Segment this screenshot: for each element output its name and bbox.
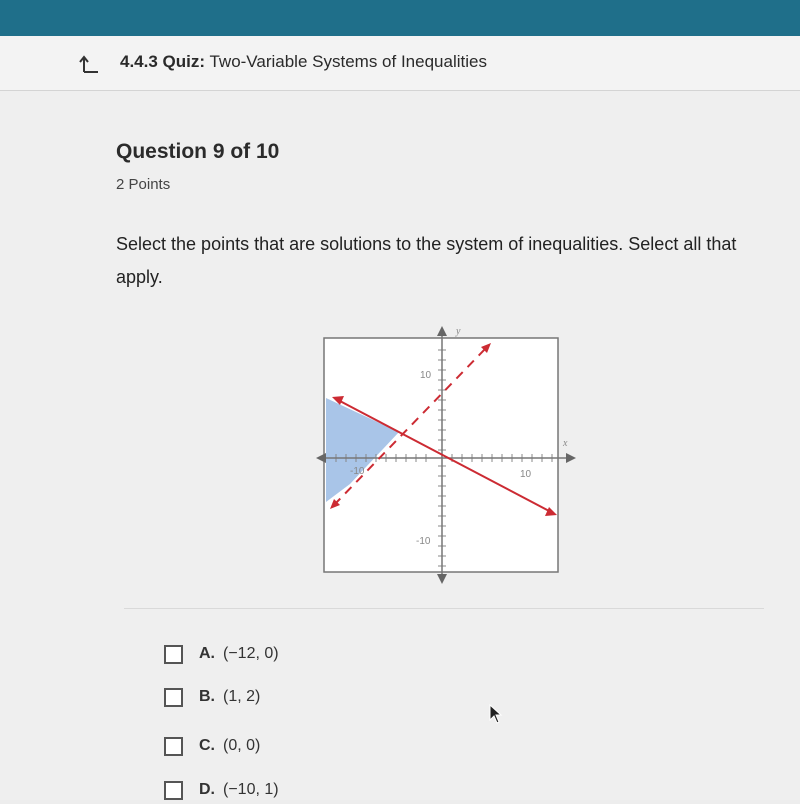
checkbox-a[interactable] — [164, 645, 183, 664]
y-axis-up-arrow — [437, 326, 447, 336]
option-text: (−10, 1) — [223, 781, 279, 798]
question-heading: Question 9 of 10 — [116, 140, 280, 163]
question-prompt: Select the points that are solutions to the system of inequalities. Select all that apply. — [116, 234, 737, 287]
option-text: (0, 0) — [223, 737, 261, 754]
back-arrow-icon[interactable] — [78, 52, 102, 76]
option-a[interactable] — [164, 640, 279, 668]
checkbox-d[interactable] — [164, 781, 183, 800]
y-axis-label: y — [456, 326, 461, 337]
option-letter: B. — [199, 688, 215, 705]
top-bar — [0, 0, 800, 36]
x-tick-label-10: 10 — [520, 469, 532, 480]
quiz-number: 4.4.3 — [120, 52, 158, 71]
checkbox-c[interactable] — [164, 737, 183, 756]
option-letter: C. — [199, 737, 215, 754]
quiz-name: Two-Variable Systems of Inequalities — [209, 52, 487, 71]
x-axis-right-arrow — [566, 453, 576, 463]
option-text: (1, 2) — [223, 688, 261, 705]
y-tick-label-neg10: -10 — [416, 536, 431, 547]
checkbox-b[interactable] — [164, 688, 183, 707]
option-letter: A. — [199, 645, 215, 662]
quiz-label: Quiz: — [162, 52, 206, 71]
x-axis-left-arrow — [316, 453, 326, 463]
x-tick-label-neg10: -10 — [350, 466, 365, 477]
option-text: (−12, 0) — [223, 645, 279, 662]
quiz-title — [120, 52, 487, 72]
x-axis-label: x — [563, 438, 568, 449]
inequality-graph — [316, 322, 586, 584]
question-points: 2 Points — [116, 176, 171, 193]
y-axis-down-arrow — [437, 574, 447, 584]
option-letter: D. — [199, 781, 215, 798]
y-tick-label-10: 10 — [420, 370, 432, 381]
mouse-cursor-icon — [489, 704, 503, 724]
divider — [124, 608, 764, 609]
option-c[interactable] — [164, 732, 260, 760]
option-b[interactable] — [164, 683, 260, 711]
